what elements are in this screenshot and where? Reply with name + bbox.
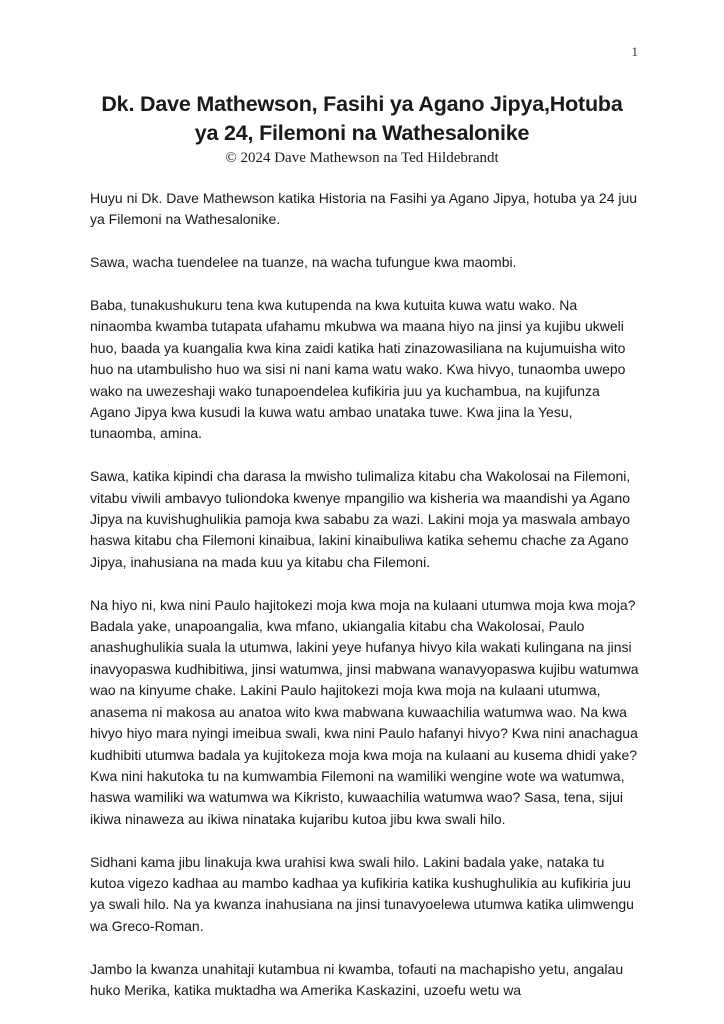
paragraph-recap: Sawa, katika kipindi cha darasa la mwisho tulimaliza kitabu cha Wakolosai na Filemoni, vitabu viwili ambavyo tuliondoka kwenye mpangilio wa kisheria wa maandishi ya Agano Jipya na kuvishughulikia pamoja kwa sababu za wazi. Lakini moja ya maswala ambayo haswa kitabu cha Filemoni kinaibua, lakini kinaibuliwa katika sehemu chache za Agano Jipya, inahusiana na mada kuu ya kitabu cha Filemoni. [90,468,631,570]
document-body [90,188,640,1023]
paragraph-approach: Sidhani kama jibu linakuja kwa urahisi kwa swali hilo. Lakini badala yake, nataka tu kutoa vigezo kadhaa au mambo kadhaa ya kufikiria katika kushughulikia au kufikiria juu ya swali hilo. Na ya kwanza inahusiana na jinsi tunavyoelewa utumwa katika ulimwengu wa Greco-Roman. [90,853,634,934]
title-line-2: ya 24, Filemoni na Wathesalonike [194,121,530,145]
paragraph-opening: Sawa, wacha tuendelee na tuanze, na wacha tufungue kwa maombi. [90,254,517,271]
paragraph-slavery-question: Na hiyo ni, kwa nini Paulo hajitokezi moja kwa moja na kulaani utumwa moja kwa moja? Badala yake, unapoangalia, kwa mfano, ukiangalia kitabu cha Wakolosai, Paulo anashughulikia suala la utumwa, lakini yeye hufanya hivyo kila wakati kulingana na jinsi inavyopaswa kudhibitiwa, jinsi watumwa, jinsi mabwana wanavyopaswa kujibu watumwa wao na kinyume chake. Lakini Paulo hajitokezi moja kwa moja na kulaani utumwa, anasema ni makosa au anatoa wito kwa mabwana kuwaachilia watumwa wao. Na kwa hivyo hiyo mara nyingi imeibua swali, kwa nini Paulo hafanyi hivyo? Kwa nini anachagua kudhibiti utumwa badala ya kujitokeza moja kwa moja na kulaani au kusema dhidi yake? Kwa nini hakutoka tu na kumwambia Filemoni na wamiliki wengine wote wa watumwa, haswa wamiliki wa watumwa wa Kikristo, kuwaachilia watumwa wao? Sasa, tena, sijui ikiwa ninaweza au ikiwa ninataka kujaribu kutoa jibu kwa swali hilo. [90,596,639,827]
paragraph-first-point: Jambo la kwanza unahitaji kutambua ni kwamba, tofauti na machapisho yetu, angalau huko Merika, katika muktadha wa Amerika Kaskazini, uzoefu wetu wa [90,960,624,998]
paragraph-prayer: Baba, tunakushukuru tena kwa kutupenda na kwa kutuita kuwa watu wako. Na ninaomba kwamba tutapata ufahamu mkubwa wa maana hiyo na jinsi ya kujibu ukweli huo, baada ya kuangalia kwa kina zaidi katika hati zinazowasiliana na kujumuisha wito huo na utambulisho huo wa sisi ni nani kama watu wako. Kwa hivyo, tunaomba uwepo wako na uwezeshaji wako tunapoendelea kufikiria juu ya kuchambua, na kujifunza Agano Jipya kwa kusudi la kuwa watu ambao unataka tuwe. Kwa jina la Yesu, tunaomba, amina. [90,297,626,442]
paragraph-intro: Huyu ni Dk. Dave Mathewson katika Historia na Fasihi ya Agano Jipya, hotuba ya 24 juu ya Filemoni na Wathesalonike. [90,190,638,228]
page-number: 1 [631,44,638,59]
copyright-line: © 2024 Dave Mathewson na Ted Hildebrandt [225,150,499,166]
title-line-1: Dk. Dave Mathewson, Fasihi ya Agano Jipya,Hotuba [101,92,623,116]
document-title [90,90,634,148]
